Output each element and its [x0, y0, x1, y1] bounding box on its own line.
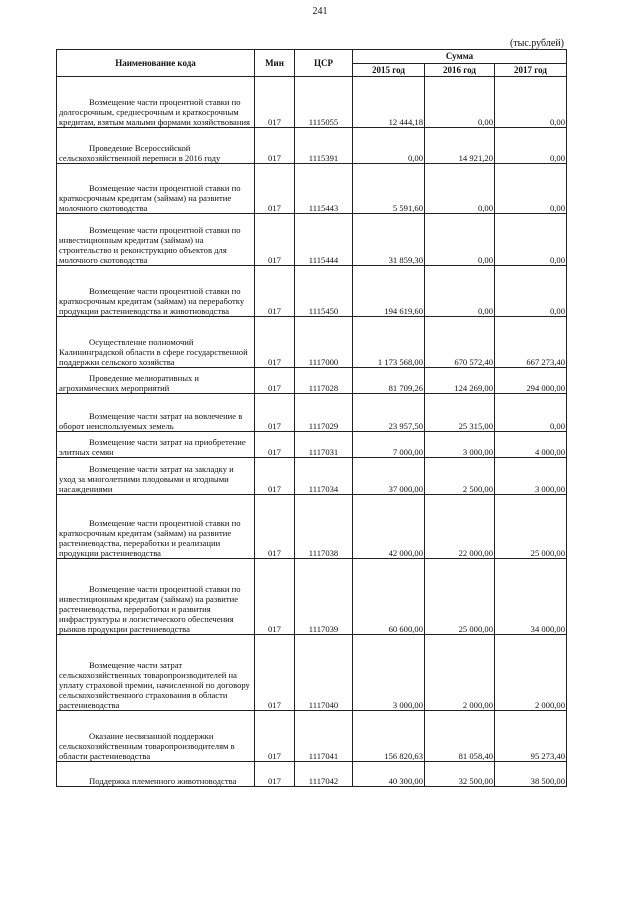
row-value-2015: 37 000,00 — [353, 458, 425, 495]
row-csr: 1117042 — [295, 762, 353, 787]
row-value-2015: 1 173 568,00 — [353, 317, 425, 368]
row-value-2016: 32 500,00 — [425, 762, 495, 787]
row-value-2017: 0,00 — [495, 394, 567, 432]
row-value-2017: 38 500,00 — [495, 762, 567, 787]
header-name: Наименование кода — [57, 50, 255, 77]
table-row — [57, 711, 567, 762]
row-min: 017 — [255, 266, 295, 317]
row-value-2017: 34 000,00 — [495, 559, 567, 635]
row-value-2017: 95 273,40 — [495, 711, 567, 762]
table-row — [57, 394, 567, 432]
row-name — [57, 394, 255, 432]
row-min: 017 — [255, 432, 295, 458]
row-min: 017 — [255, 128, 295, 164]
budget-table — [56, 49, 567, 787]
row-min: 017 — [255, 394, 295, 432]
row-min: 017 — [255, 635, 295, 711]
row-value-2015: 5 591,60 — [353, 164, 425, 214]
table-row — [57, 762, 567, 787]
row-value-2015: 7 000,00 — [353, 432, 425, 458]
row-csr: 1115443 — [295, 164, 353, 214]
table-row — [57, 368, 567, 394]
row-name — [57, 368, 255, 394]
row-min: 017 — [255, 762, 295, 787]
row-value-2015: 12 444,18 — [353, 77, 425, 128]
row-value-2015: 60 600,00 — [353, 559, 425, 635]
row-value-2017: 3 000,00 — [495, 458, 567, 495]
row-value-2016: 0,00 — [425, 214, 495, 266]
row-value-2015: 3 000,00 — [353, 635, 425, 711]
row-value-2016: 0,00 — [425, 77, 495, 128]
row-name-text: Возмещение части затрат на приобретение элитных семян — [59, 436, 246, 458]
row-value-2016: 25 315,00 — [425, 394, 495, 432]
row-name — [57, 635, 255, 711]
row-name-text: Возмещение части процентной ставки по краткосрочным кредитам (займам) на развитие молочного скотоводства — [59, 182, 241, 214]
row-value-2015: 0,00 — [353, 128, 425, 164]
row-name — [57, 711, 255, 762]
row-value-2015: 42 000,00 — [353, 495, 425, 559]
table-row — [57, 128, 567, 164]
row-value-2015: 81 709,26 — [353, 368, 425, 394]
row-value-2016: 670 572,40 — [425, 317, 495, 368]
row-min: 017 — [255, 164, 295, 214]
row-name-text: Оказание несвязанной поддержки сельскохозяйственным товаропроизводителям в области растениеводства — [59, 730, 235, 762]
header-2016: 2016 год — [425, 63, 495, 77]
table-row — [57, 432, 567, 458]
header-2015: 2015 год — [353, 63, 425, 77]
row-csr: 1117031 — [295, 432, 353, 458]
row-value-2017: 0,00 — [495, 77, 567, 128]
row-min: 017 — [255, 77, 295, 128]
row-name-text: Возмещение части затрат на вовлечение в оборот неиспользуемых земель — [59, 410, 243, 432]
row-name-text: Возмещение части процентной ставки по долгосрочным, среднесрочным и краткосрочным кредитам, взятым малыми формами хозяйствования — [59, 96, 250, 128]
row-value-2015: 40 300,00 — [353, 762, 425, 787]
row-name-text: Проведение мелиоративных и агрохимических мероприятий — [59, 372, 200, 394]
row-name — [57, 128, 255, 164]
row-csr: 1117041 — [295, 711, 353, 762]
row-name — [57, 559, 255, 635]
row-value-2015: 31 859,30 — [353, 214, 425, 266]
row-name — [57, 762, 255, 787]
row-min: 017 — [255, 214, 295, 266]
row-name-text: Возмещение части процентной ставки по инвестиционным кредитам (займам) на развитие растениеводства, переработки и развития инфраструктуры и логистического обеспечения рынков продукции растениеводства — [59, 583, 241, 635]
table-row — [57, 559, 567, 635]
row-csr: 1115391 — [295, 128, 353, 164]
row-min: 017 — [255, 495, 295, 559]
row-csr: 1117028 — [295, 368, 353, 394]
row-value-2015: 156 820,63 — [353, 711, 425, 762]
row-value-2016: 0,00 — [425, 164, 495, 214]
row-value-2017: 4 000,00 — [495, 432, 567, 458]
row-value-2017: 294 000,00 — [495, 368, 567, 394]
row-csr: 1117038 — [295, 495, 353, 559]
row-value-2016: 2 000,00 — [425, 635, 495, 711]
row-csr: 1117029 — [295, 394, 353, 432]
table-row — [57, 635, 567, 711]
row-value-2017: 2 000,00 — [495, 635, 567, 711]
row-value-2016: 25 000,00 — [425, 559, 495, 635]
row-name — [57, 432, 255, 458]
row-csr: 1117040 — [295, 635, 353, 711]
page-number: 241 — [312, 6, 328, 17]
row-name-text: Возмещение части затрат сельскохозяйственных товаропроизводителей на уплату страховой премии, начисленной по договору сельскохозяйственного страхования в области растениеводства — [59, 659, 250, 711]
table-row — [57, 214, 567, 266]
table-body — [57, 77, 567, 787]
row-name-text: Осуществление полномочий Калининградской области в сфере государственной поддержки сельского хозяйства — [59, 336, 248, 368]
row-min: 017 — [255, 711, 295, 762]
header-csr: ЦСР — [295, 50, 353, 77]
row-min: 017 — [255, 559, 295, 635]
row-name — [57, 495, 255, 559]
row-name — [57, 458, 255, 495]
table-row — [57, 317, 567, 368]
row-value-2016: 14 921,20 — [425, 128, 495, 164]
row-value-2016: 3 000,00 — [425, 432, 495, 458]
row-value-2017: 0,00 — [495, 128, 567, 164]
row-csr: 1117034 — [295, 458, 353, 495]
row-value-2016: 2 500,00 — [425, 458, 495, 495]
row-value-2016: 22 000,00 — [425, 495, 495, 559]
table-row — [57, 164, 567, 214]
row-value-2017: 0,00 — [495, 164, 567, 214]
row-name-text: Возмещение части процентной ставки по краткосрочным кредитам (займам) на развитие растениеводства, переработки и реализации продукции растениеводства — [59, 517, 241, 559]
row-csr: 1115450 — [295, 266, 353, 317]
row-name-text: Проведение Всероссийской сельскохозяйственной переписи в 2016 году — [59, 142, 221, 164]
row-value-2017: 667 273,40 — [495, 317, 567, 368]
header-min: Мин — [255, 50, 295, 77]
row-value-2016: 0,00 — [425, 266, 495, 317]
row-csr: 1117039 — [295, 559, 353, 635]
row-csr: 1115055 — [295, 77, 353, 128]
row-value-2015: 23 957,50 — [353, 394, 425, 432]
row-name-text: Возмещение части процентной ставки по краткосрочным кредитам (займам) на переработку продукции растениеводства и животноводства — [59, 285, 245, 317]
row-name-text: Возмещение части затрат на закладку и уход за многолетними плодовыми и ягодными насаждениями — [59, 463, 234, 495]
row-value-2015: 194 619,60 — [353, 266, 425, 317]
header-sum: Сумма — [353, 50, 567, 64]
row-min: 017 — [255, 317, 295, 368]
row-min: 017 — [255, 458, 295, 495]
table-row — [57, 495, 567, 559]
row-name — [57, 214, 255, 266]
row-name-text: Поддержка племенного животноводства — [89, 776, 237, 787]
table-row — [57, 458, 567, 495]
row-value-2016: 124 269,00 — [425, 368, 495, 394]
row-value-2017: 25 000,00 — [495, 495, 567, 559]
row-csr: 1115444 — [295, 214, 353, 266]
row-name — [57, 266, 255, 317]
row-name — [57, 77, 255, 128]
row-value-2016: 81 058,40 — [425, 711, 495, 762]
row-value-2017: 0,00 — [495, 266, 567, 317]
table-row — [57, 266, 567, 317]
table-row — [57, 77, 567, 128]
row-csr: 1117000 — [295, 317, 353, 368]
header-2017: 2017 год — [495, 63, 567, 77]
units-note: (тыс.рублей) — [509, 38, 564, 49]
row-value-2017: 0,00 — [495, 214, 567, 266]
row-name-text: Возмещение части процентной ставки по инвестиционным кредитам (займам) на строительство и реконструкцию объектов для молочного скотоводства — [59, 224, 241, 266]
header-row — [57, 50, 567, 64]
row-min: 017 — [255, 368, 295, 394]
row-name — [57, 164, 255, 214]
row-name — [57, 317, 255, 368]
